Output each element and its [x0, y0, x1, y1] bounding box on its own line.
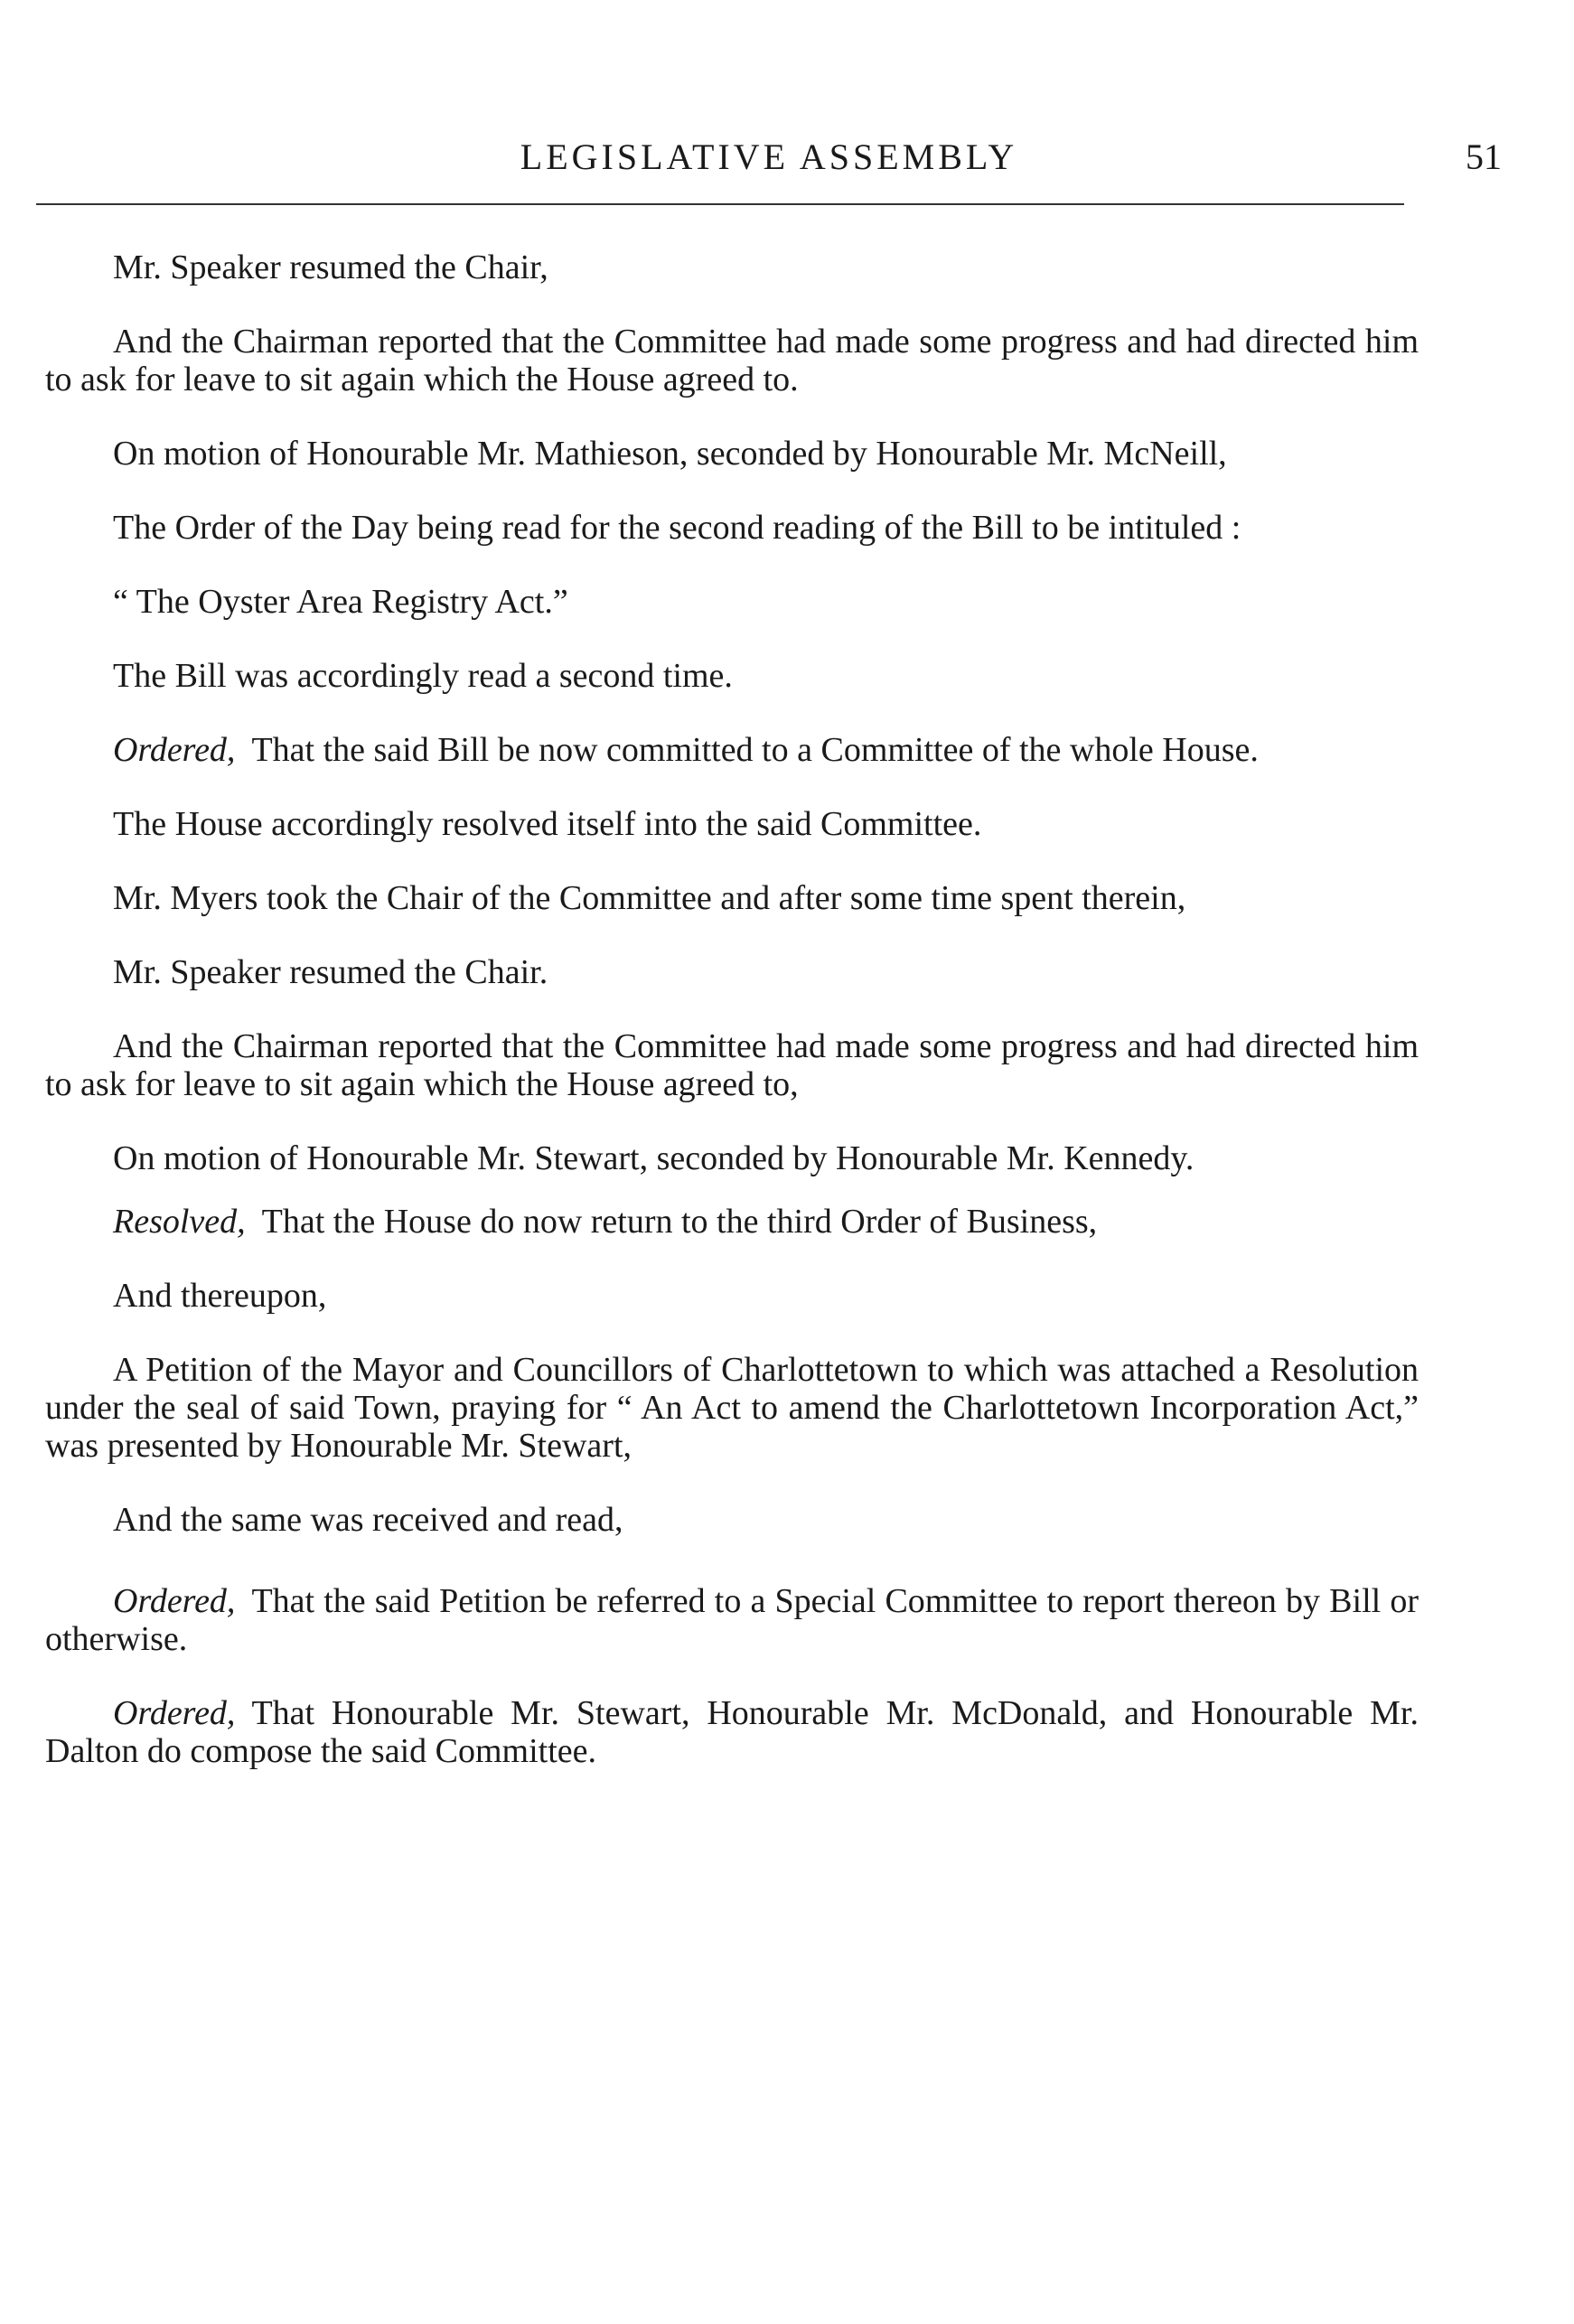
paragraph	[45, 248, 1419, 286]
paragraph-text: And thereupon,	[113, 1277, 327, 1315]
paragraph-text: On motion of Honourable Mr. Stewart, seconded by Honourable Mr. Kennedy.	[113, 1139, 1195, 1177]
paragraph-text: Mr. Speaker resumed the Chair.	[113, 953, 548, 991]
paragraph-text: And the Chairman reported that the Committee had made some progress and had directed him to ask for leave to sit again which the House agreed to.	[45, 323, 1419, 398]
page-number: 51	[1466, 136, 1502, 177]
paragraph-text: And the same was received and read,	[113, 1501, 623, 1539]
paragraph	[45, 805, 1419, 843]
paragraph	[45, 1501, 1419, 1539]
paragraph-text: And the Chairman reported that the Committee had made some progress and had directed him to ask for leave to sit again which the House agreed to,	[45, 1027, 1419, 1103]
paragraph	[45, 323, 1419, 398]
paragraph	[45, 1277, 1419, 1315]
paragraph-lead: Resolved,	[113, 1203, 246, 1241]
paragraph	[45, 1203, 1419, 1241]
running-header-title: LEGISLATIVE ASSEMBLY	[520, 136, 1018, 177]
paragraph	[45, 1351, 1419, 1465]
paragraph-text: That the House do now return to the third Order of Business,	[261, 1203, 1098, 1241]
page-header	[36, 136, 1502, 181]
paragraph-text: A Petition of the Mayor and Councillors of Charlottetown to which was attached a Resolution under the seal of said Town, praying for “ An Act to amend the Charlottetown Incorporation Act,” was presented by Honourable Mr. Stewart,	[45, 1351, 1419, 1465]
paragraph-text: The House accordingly resolved itself into the said Committee.	[113, 805, 982, 843]
paragraph	[45, 879, 1419, 917]
paragraph	[45, 1027, 1419, 1103]
paragraph-text: “ The Oyster Area Registry Act.”	[113, 583, 568, 621]
paragraph-lead: Ordered,	[113, 731, 236, 769]
document-body	[45, 248, 1419, 1806]
paragraph-lead: Ordered,	[113, 1582, 236, 1620]
paragraph-text: Mr. Speaker resumed the Chair,	[113, 248, 548, 286]
paragraph	[45, 1139, 1419, 1177]
paragraph-text: The Bill was accordingly read a second time.	[113, 657, 733, 695]
paragraph	[45, 657, 1419, 695]
paragraph-text: The Order of the Day being read for the second reading of the Bill to be intituled :	[113, 509, 1241, 547]
paragraph	[45, 731, 1419, 769]
paragraph-text: That Honourable Mr. Stewart, Honourable Mr. McDonald, and Honourable Mr. Dalton do compose the said Committee.	[45, 1694, 1419, 1770]
paragraph-text: On motion of Honourable Mr. Mathieson, seconded by Honourable Mr. McNeill,	[113, 435, 1227, 473]
paragraph	[45, 583, 1419, 621]
header-rule	[36, 203, 1404, 205]
paragraph	[45, 1694, 1419, 1770]
paragraph	[45, 1582, 1419, 1658]
paragraph	[45, 509, 1419, 547]
paragraph-text: That the said Bill be now committed to a Committee of the whole House.	[251, 731, 1259, 769]
paragraph-text: That the said Petition be referred to a Special Committee to report thereon by Bill or otherwise.	[45, 1582, 1419, 1658]
paragraph	[45, 953, 1419, 991]
paragraph-lead: Ordered,	[113, 1694, 236, 1732]
paragraph	[45, 435, 1419, 473]
paragraph-text: Mr. Myers took the Chair of the Committee and after some time spent therein,	[113, 879, 1186, 917]
